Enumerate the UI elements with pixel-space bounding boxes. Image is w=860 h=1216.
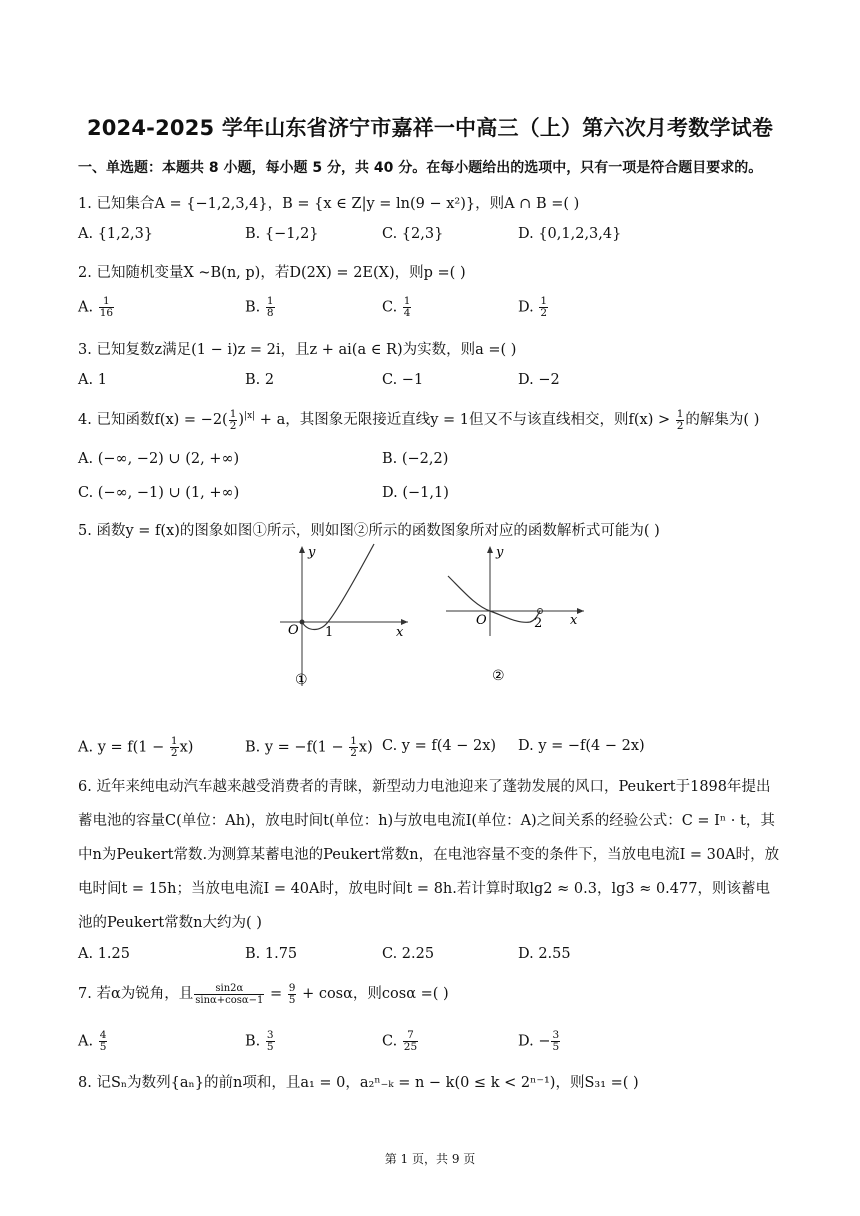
q7-option-a-label: A.	[78, 1033, 94, 1050]
q3-option-c: C. −1	[382, 372, 424, 388]
q2-option-c-label: C.	[382, 299, 398, 316]
numerator: 1	[229, 407, 237, 420]
numerator: 4	[99, 1029, 107, 1041]
q7-option-b-label: B.	[245, 1033, 261, 1050]
q4-stem-part-c: + a，其图象无限接近直线y = 1但又不与该直线相交，则f(x) >	[255, 412, 675, 428]
q7-option-a	[78, 1030, 108, 1053]
page-footer: 第 1 页，共 9 页	[384, 1152, 476, 1166]
q3-option-d: D. −2	[518, 372, 560, 388]
q7-option-a-fraction	[99, 1030, 108, 1053]
fig2-y-label: y	[496, 545, 504, 560]
numerator: 1	[676, 407, 684, 420]
q4-half-fraction	[229, 409, 238, 432]
fig2-curve	[448, 576, 540, 622]
q5-option-b-part1: B. y = −f(1 −	[245, 739, 349, 756]
q7-nine-fifths	[288, 983, 297, 1006]
fig2-caption: ②	[492, 668, 505, 684]
fig1-y-label: y	[308, 545, 316, 560]
denominator: 8	[266, 307, 274, 319]
q2-option-d-label: D.	[518, 299, 534, 316]
q2-option-b	[245, 296, 276, 319]
q7-option-c-fraction	[403, 1030, 418, 1053]
numerator: 1	[266, 295, 274, 307]
denominator: 2	[229, 419, 237, 432]
q1-option-a: A. {1,2,3}	[78, 226, 154, 242]
numerator: 1	[403, 295, 411, 307]
q5-option-a-fraction	[170, 736, 179, 759]
q7-option-c-label: C.	[382, 1033, 398, 1050]
denominator: 2	[350, 747, 357, 759]
fig1-x-label: x	[396, 625, 404, 640]
q6-option-c: C. 2.25	[382, 946, 435, 962]
q1-option-c: C. {2,3}	[382, 226, 444, 242]
fig1-caption: ①	[295, 672, 308, 688]
q7-option-d-label: D. −	[518, 1033, 551, 1050]
q5-option-a-part2: x)	[179, 739, 194, 756]
q5-graph-figures	[268, 536, 598, 696]
q2-option-d	[518, 296, 549, 319]
q2-option-a-fraction	[99, 296, 114, 319]
fig2-two-label: 2	[534, 616, 543, 631]
q2-option-a-label: A.	[78, 299, 94, 316]
q5-option-a	[78, 736, 193, 759]
q4-stem-part-d: 的解集为( )	[685, 412, 760, 428]
question-5-stem: 5. 函数y = f(x)的图象如图①所示，则如图②所示的函数图象所对应的函数解析式可能为( )	[78, 523, 660, 539]
question-4-stem	[78, 408, 759, 432]
numerator: 3	[552, 1029, 560, 1041]
denominator: 2	[170, 747, 178, 759]
numerator: 1	[350, 735, 357, 747]
question-3-stem: 3. 已知复数z满足(1 − i)z = 2i，且z + ai(a ∈ R)为实数，则a =( )	[78, 342, 517, 358]
fig2-x-label: x	[570, 613, 578, 628]
denominator: 2	[540, 307, 548, 319]
numerator: 1	[99, 296, 114, 308]
fig1-origin-point	[300, 620, 305, 625]
fig1-one-label: 1	[325, 625, 334, 640]
q1-option-d: D. {0,1,2,3,4}	[518, 226, 622, 242]
denominator: 5	[99, 1041, 107, 1053]
q4-exponent: |x|	[244, 411, 256, 422]
denominator: sinα+cosα−1	[195, 994, 264, 1006]
numerator: 7	[403, 1030, 418, 1042]
q2-option-a	[78, 296, 115, 319]
fig2-y-arrow	[487, 546, 493, 553]
denominator: 25	[403, 1041, 418, 1053]
q6-option-b: B. 1.75	[245, 946, 298, 962]
denominator: 5	[266, 1041, 274, 1053]
numerator: 9	[288, 981, 296, 994]
q6-option-d: D. 2.55	[518, 946, 571, 962]
q4-option-a: A. (−∞, −2) ∪ (2, +∞)	[78, 451, 240, 467]
q2-option-d-fraction	[539, 296, 548, 319]
q4-half-fraction-2	[676, 409, 685, 432]
q7-option-d	[518, 1030, 561, 1053]
q4-option-c: C. (−∞, −1) ∪ (1, +∞)	[78, 485, 240, 501]
q7-stem-part-a: 7. 若α为锐角，且	[78, 986, 194, 1002]
q4-option-b: B. (−2,2)	[382, 451, 449, 467]
question-8-stem: 8. 记Sₙ为数列{aₙ}的前n项和，且a₁ = 0，a₂ⁿ₋ₖ = n − k(0 ≤ k < 2ⁿ⁻¹)，则S₃₁ =( )	[78, 1075, 639, 1091]
denominator: 4	[403, 307, 411, 319]
q5-option-b-fraction	[349, 736, 358, 759]
q5-option-b	[245, 736, 373, 759]
q7-option-b	[245, 1030, 276, 1053]
fig1-y-arrow	[299, 546, 305, 553]
q7-stem-part-b: =	[265, 986, 287, 1002]
q5-option-c: C. y = f(4 − 2x)	[382, 738, 497, 754]
question-1-stem: 1. 已知集合A = {−1,2,3,4}，B = {x ∈ Z|y = ln(9 − x²)}，则A ∩ B =( )	[78, 196, 580, 212]
denominator: 2	[676, 419, 684, 432]
q5-option-a-part1: A. y = f(1 −	[78, 739, 169, 756]
q2-option-c	[382, 296, 412, 319]
denominator: 5	[288, 993, 296, 1006]
q4-stem-part-a: 4. 已知函数f(x) = −2(	[78, 412, 228, 428]
fig2-origin-label: O	[476, 613, 487, 628]
section-heading: 一、单选题：本题共 8 小题，每小题 5 分，共 40 分。在每小题给出的选项中，只有一项是符合题目要求的。	[78, 160, 763, 176]
fig1-origin-label: O	[288, 623, 299, 638]
q6-option-a: A. 1.25	[78, 946, 130, 962]
q7-stem-part-c: + cosα，则cosα =( )	[297, 986, 449, 1002]
numerator: 1	[170, 735, 178, 747]
q5-option-b-part2: x)	[358, 739, 373, 756]
numerator: 1	[540, 295, 548, 307]
q7-main-fraction	[194, 983, 264, 1006]
numerator: 3	[266, 1029, 274, 1041]
question-7-stem	[78, 982, 449, 1006]
denominator: 5	[552, 1041, 560, 1053]
question-2-stem: 2. 已知随机变量X ~B(n, p)，若D(2X) = 2E(X)，则p =( )	[78, 265, 466, 281]
q2-option-b-fraction	[266, 296, 275, 319]
q7-option-d-fraction	[551, 1030, 560, 1053]
fig2-x-arrow	[577, 608, 584, 614]
q2-option-c-fraction	[403, 296, 412, 319]
q4-option-d: D. (−1,1)	[382, 485, 449, 501]
q3-option-b: B. 2	[245, 372, 275, 388]
q5-option-d: D. y = −f(4 − 2x)	[518, 738, 645, 754]
q2-option-b-label: B.	[245, 299, 261, 316]
q7-option-c	[382, 1030, 419, 1053]
q1-option-b: B. {−1,2}	[245, 226, 319, 242]
q4-stem-part-b: )	[238, 412, 245, 428]
question-6-text: 6. 近年来纯电动汽车越来越受消费者的青睐，新型动力电池迎来了蓬勃发展的风口，Peukert于1898年提出蓄电池的容量C(单位：Ah)，放电时间t(单位：h)与放电电流I(单位：A)之间关系的经验公式：C = Iⁿ · t，其中n为Peukert常数.为测算某蓄电池的Peukert常数n，在电池容量不变的条件下，当放电电流I = 30A时，放电时间t = 15h；当放电电流I = 40A时，放电时间t = 8h.若计算时取lg2 ≈ 0.3，lg3 ≈ 0.477，则该蓄电池的Peukert常数n大约为( )	[78, 779, 780, 931]
page-title: 2024-2025 学年山东省济宁市嘉祥一中高三（上）第六次月考数学试卷	[86, 116, 774, 140]
q3-option-a: A. 1	[78, 372, 107, 388]
denominator: 16	[99, 307, 114, 319]
q7-option-b-fraction	[266, 1030, 275, 1053]
numerator: sin2α	[194, 983, 264, 995]
